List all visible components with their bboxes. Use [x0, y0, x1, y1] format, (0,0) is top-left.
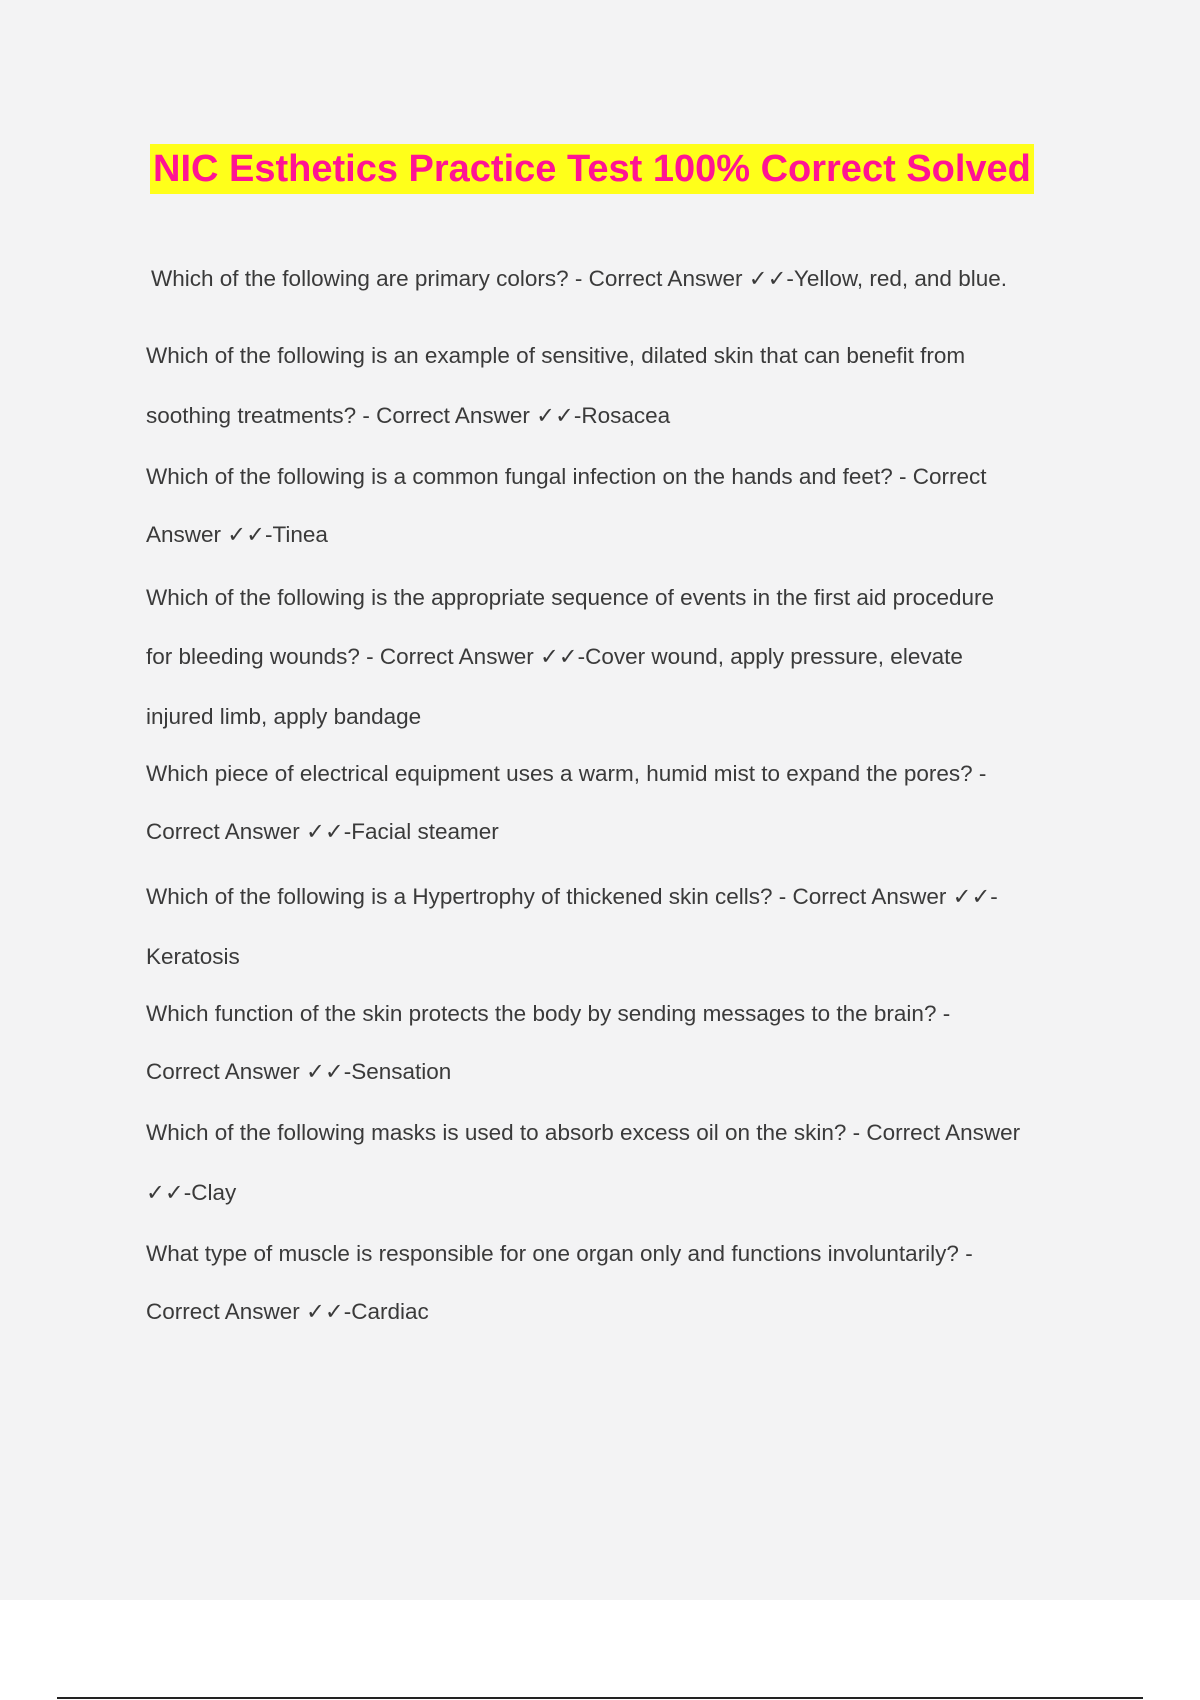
text-line: ✓✓-Clay — [146, 1180, 237, 1205]
text-line: for bleeding wounds? - Correct Answer ✓✓-Cover wound, apply pressure, elevate — [146, 644, 963, 669]
text-line: soothing treatments? - Correct Answer ✓✓-Rosacea — [146, 403, 671, 428]
text-line: Which of the following masks is used to absorb excess oil on the skin? - Correct Answer — [146, 1120, 1021, 1145]
text-line: Correct Answer ✓✓-Sensation — [146, 1059, 452, 1084]
text-line: Which of the following is the appropriate sequence of events in the first aid procedure — [146, 585, 994, 610]
text-line: Which of the following is an example of sensitive, dilated skin that can benefit from — [146, 343, 966, 368]
text-line: Which of the following is a Hypertrophy of thickened skin cells? - Correct Answer ✓✓- — [146, 884, 998, 909]
text-line: Which function of the skin protects the body by sending messages to the brain? - — [146, 1001, 951, 1026]
document-title: NIC Esthetics Practice Test 100% Correct Solved — [150, 144, 1034, 194]
text-line: Correct Answer ✓✓-Cardiac — [146, 1299, 429, 1324]
text-line: Which of the following is a common fungal infection on the hands and feet? - Correct — [146, 464, 987, 489]
text-line: Correct Answer ✓✓-Facial steamer — [146, 819, 499, 844]
bottom-divider — [57, 1697, 1143, 1699]
text-line: injured limb, apply bandage — [146, 704, 422, 729]
text-line: What type of muscle is responsible for one organ only and functions involuntarily? - — [146, 1241, 973, 1266]
text-line: Which piece of electrical equipment uses a warm, humid mist to expand the pores? - — [146, 761, 987, 786]
text-line: Which of the following are primary colors? - Correct Answer ✓✓-Yellow, red, and blue. — [151, 266, 1007, 291]
text-line: Answer ✓✓-Tinea — [146, 522, 328, 547]
text-line: Keratosis — [146, 944, 240, 969]
